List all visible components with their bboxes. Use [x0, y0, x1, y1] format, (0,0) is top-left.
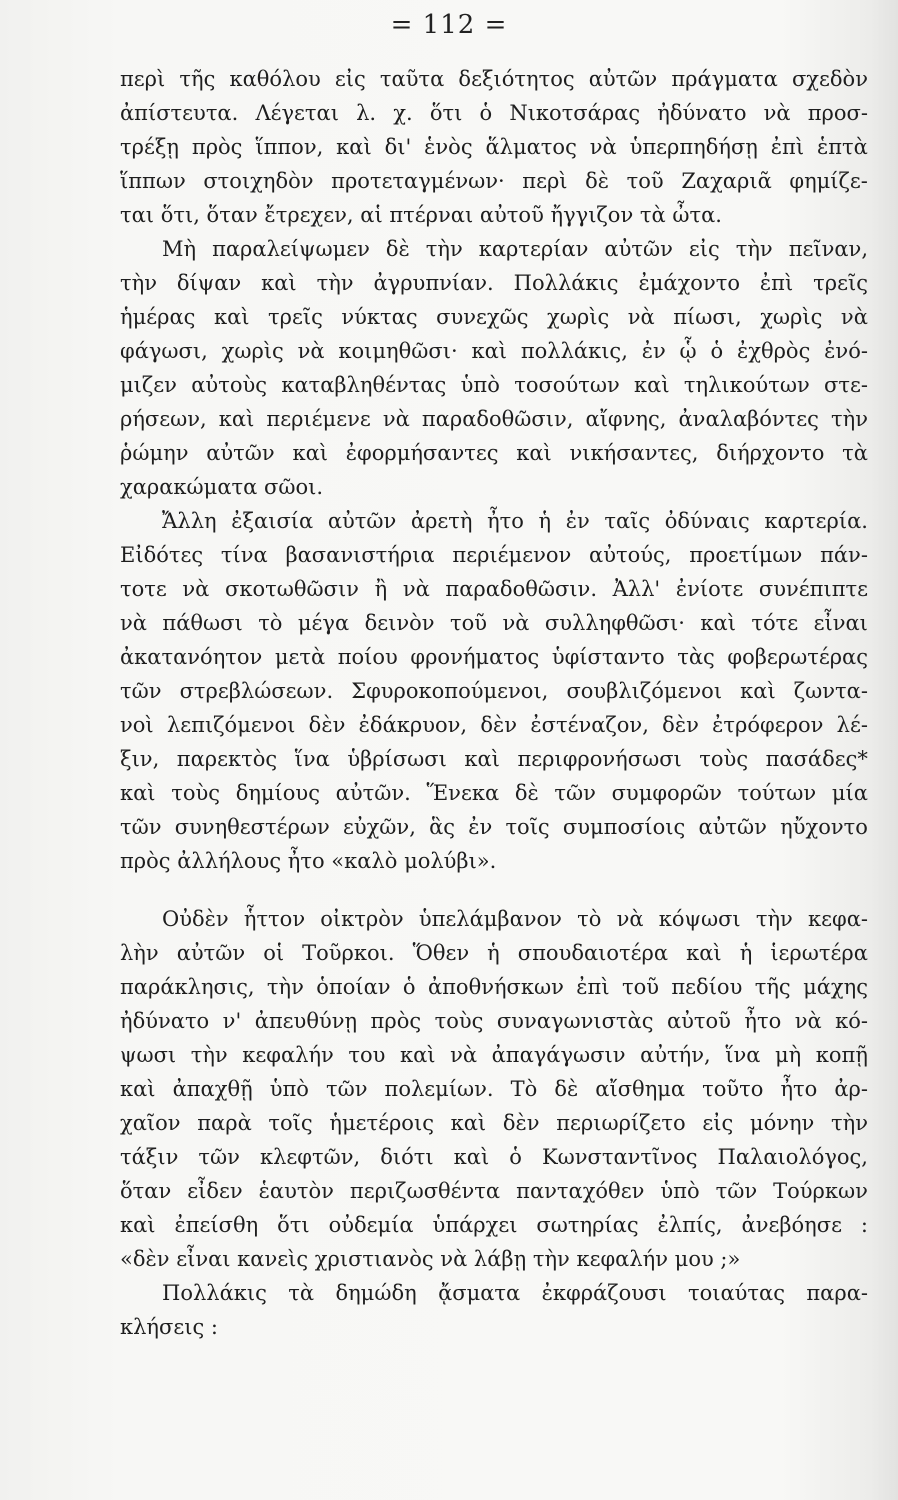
text-line: ῥώμην αὐτῶν καὶ ἐφορμήσαντες καὶ νικήσαντες, διήρχοντο τὰ — [120, 441, 868, 465]
text-line: ἡμέρας καὶ τρεῖς νύκτας συνεχῶς χωρὶς νὰ πίωσι, χωρὶς νὰ — [120, 305, 868, 329]
text-line: ται ὅτι, ὅταν ἔτρεχεν, αἱ πτέρναι αὐτοῦ ἤγγιζον τὰ ὦτα. — [120, 203, 722, 227]
text-line: χαρακώματα σῶοι. — [120, 475, 323, 499]
text-line: ὅταν εἶδεν ἑαυτὸν περιζωσθέντα πανταχόθεν ὑπὸ τῶν Τούρκων — [120, 1179, 868, 1203]
paragraph — [120, 232, 868, 504]
text-line: κλήσεις : — [120, 1315, 218, 1339]
paragraph — [120, 1276, 868, 1344]
text-line: Οὐδὲν ἧττον οἰκτρὸν ὑπελάμβανον τὸ νὰ κόψωσι τὴν κεφα- — [162, 907, 868, 931]
text-line: ξιν, παρεκτὸς ἵνα ὑβρίσωσι καὶ περιφρονήσωσι τοὺς πασάδες* — [120, 747, 868, 771]
text-line: τοτε νὰ σκοτωθῶσιν ἢ νὰ παραδοθῶσιν. Ἀλλ' ἐνίοτε συνέπιπτε — [120, 577, 868, 601]
text-line: ρήσεων, καὶ περιέμενε νὰ παραδοθῶσιν, αἴφνης, ἀναλαβόντες τὴν — [120, 407, 868, 431]
text-line: τρέξῃ πρὸς ἵππον, καὶ δι' ἑνὸς ἅλματος νὰ ὑπερπηδήσῃ ἐπὶ ἑπτὰ — [120, 135, 868, 159]
text-line: ἀκατανόητον μετὰ ποίου φρονήματος ὑφίσταντο τὰς φοβερωτέρας — [120, 645, 868, 669]
text-line: παράκλησις, τὴν ὁποίαν ὁ ἀποθνήσκων ἐπὶ τοῦ πεδίου τῆς μάχης — [120, 975, 868, 999]
text-line: λὴν αὐτῶν οἱ Τοῦρκοι. Ὅθεν ἡ σπουδαιοτέρα καὶ ἡ ἱερωτέρα — [120, 941, 868, 965]
text-line: φάγωσι, χωρὶς νὰ κοιμηθῶσι· καὶ πολλάκις, ἐν ᾧ ὁ ἐχθρὸς ἐνό- — [120, 339, 868, 363]
body-text — [120, 62, 868, 1344]
text-line: χαῖον παρὰ τοῖς ἡμετέροις καὶ δὲν περιωρίζετο εἰς μόνην τὴν — [120, 1111, 868, 1135]
text-line: ἀπίστευτα. Λέγεται λ. χ. ὅτι ὁ Νικοτσάρας ἠδύνατο νὰ προσ- — [120, 101, 868, 125]
text-line: νὰ πάθωσι τὸ μέγα δεινὸν τοῦ νὰ συλληφθῶσι· καὶ τότε εἶναι — [120, 611, 868, 635]
text-line: τῶν στρεβλώσεων. Σφυροκοπούμενοι, σουβλιζόμενοι καὶ ζωντα- — [120, 679, 868, 703]
text-line: τάξιν τῶν κλεφτῶν, διότι καὶ ὁ Κωνσταντῖνος Παλαιολόγος, — [120, 1145, 868, 1169]
text-line: τὴν δίψαν καὶ τὴν ἀγρυπνίαν. Πολλάκις ἐμάχοντο ἐπὶ τρεῖς — [120, 271, 868, 295]
text-line: καὶ ἀπαχθῇ ὑπὸ τῶν πολεμίων. Τὸ δὲ αἴσθημα τοῦτο ἦτο ἀρ- — [120, 1077, 868, 1101]
text-line: τῶν συνηθεστέρων εὐχῶν, ἃς ἐν τοῖς συμποσίοις αὐτῶν ηὔχοντο — [120, 815, 868, 839]
text-line: Ἄλλη ἐξαισία αὐτῶν ἀρετὴ ἦτο ἡ ἐν ταῖς ὀδύναις καρτερία. — [162, 509, 868, 533]
text-line: μιζεν αὐτοὺς καταβληθέντας ὑπὸ τοσούτων καὶ τηλικούτων στε- — [120, 373, 868, 397]
text-line: Πολλάκις τὰ δημώδη ᾄσματα ἐκφράζουσι τοιαύτας παρα- — [162, 1281, 868, 1305]
text-line: Εἰδότες τίνα βασανιστήρια περιέμενον αὐτούς, προετίμων πάν- — [120, 543, 868, 567]
text-line: νοὶ λεπιζόμενοι δὲν ἐδάκρυον, δὲν ἐστέναζον, δὲν ἐτρόφερον λέ- — [120, 713, 868, 737]
text-line: περὶ τῆς καθόλου εἰς ταῦτα δεξιότητος αὐτῶν πράγματα σχεδὸν — [120, 67, 868, 91]
text-line: ἠδύνατο ν' ἀπευθύνῃ πρὸς τοὺς συναγωνιστὰς αὐτοῦ ἦτο νὰ κό- — [120, 1009, 868, 1033]
text-line: ψωσι τὴν κεφαλήν του καὶ νὰ ἀπαγάγωσιν αὐτήν, ἵνα μὴ κοπῇ — [120, 1043, 868, 1067]
text-line: καὶ τοὺς δημίους αὐτῶν. Ἕνεκα δὲ τῶν συμφορῶν τούτων μία — [120, 781, 868, 805]
text-line: καὶ ἐπείσθη ὅτι οὐδεμία ὑπάρχει σωτηρίας ἐλπίς, ἀνεβόησε : — [120, 1213, 868, 1237]
paragraph — [120, 902, 868, 1276]
paragraph — [120, 504, 868, 878]
text-line: πρὸς ἀλλήλους ἦτο «καλὸ μολύβι». — [120, 849, 497, 873]
paragraph — [120, 62, 868, 232]
page-number: = 112 = — [390, 10, 508, 40]
text-line: «δὲν εἶναι κανεὶς χριστιανὸς νὰ λάβῃ τὴν κεφαλήν μου ;» — [120, 1247, 741, 1271]
text-line: ἵππων στοιχηδὸν προτεταγμένων· περὶ δὲ τοῦ Ζαχαριᾶ φημίζε- — [120, 169, 868, 193]
text-line: Μὴ παραλείψωμεν δὲ τὴν καρτερίαν αὐτῶν εἰς τὴν πεῖναν, — [162, 237, 868, 261]
